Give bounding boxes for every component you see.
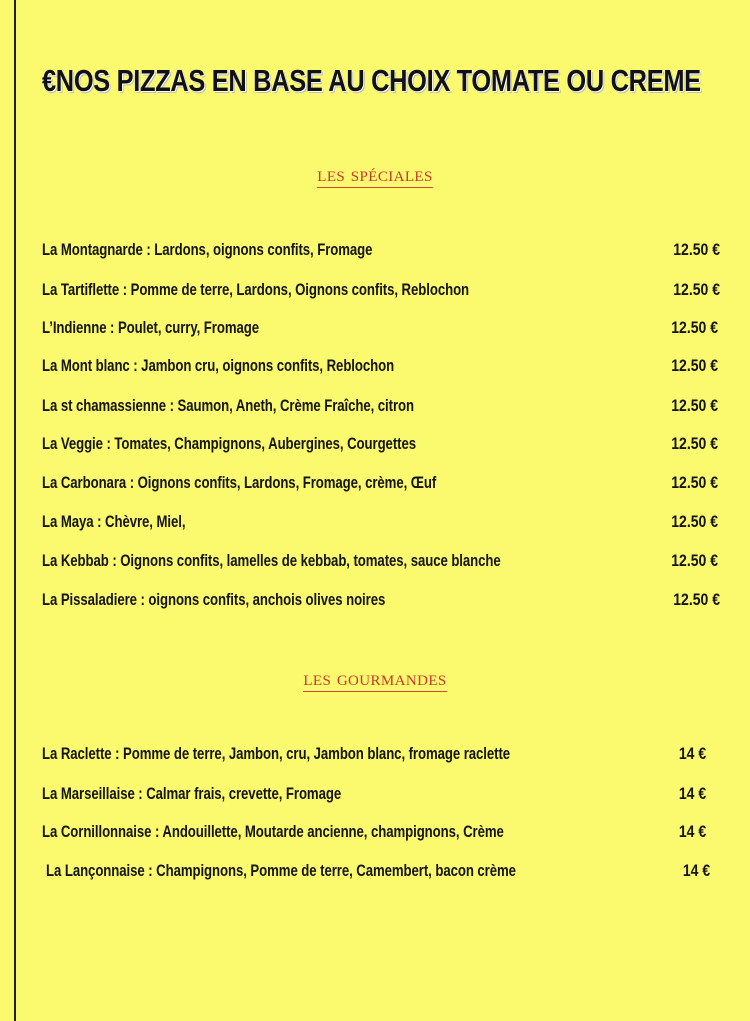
menu-item-price: 12.50 € [671,435,718,453]
menu-item-name: La Carbonara : Oignons confits, Lardons, Fromage, crème, Œuf [42,474,437,492]
menu-item-name: La Pissaladiere : oignons confits, anchois olives noires [42,591,386,609]
menu-item-price: 14 € [678,745,706,763]
menu-item-name: La Lançonnaise : Champignons, Pomme de terre, Camembert, bacon crème [46,862,516,880]
menu-item-price: 12.50 € [671,319,718,337]
menu-item-marseillaise [42,781,706,807]
menu-item-price: 12.50 € [671,513,718,531]
menu-item-raclette [42,741,706,767]
menu-item-name: La Veggie : Tomates, Champignons, Aubergines, Courgettes [42,435,416,453]
menu-item-cornillonnaise [42,819,706,845]
menu-item-price: 12.50 € [673,241,720,259]
section-title-speciales [0,162,750,186]
menu-item-price: 12.50 € [671,552,718,570]
menu-item-maya [42,509,718,535]
menu-item-indienne [42,315,718,341]
menu-item-price: 14 € [682,862,710,880]
menu-item-name: La Tartiflette : Pomme de terre, Lardons, Oignons confits, Reblochon [42,281,470,299]
menu-item-name: La Raclette : Pomme de terre, Jambon, cru, Jambon blanc, fromage raclette [42,745,511,763]
menu-item-name: La st chamassienne : Saumon, Aneth, Crème Fraîche, citron [42,397,414,415]
section-title-gourmandes [0,666,750,690]
menu-item-st-chamassienne [42,393,718,419]
menu-item-tartiflette [42,277,720,303]
menu-item-mont-blanc [42,353,718,379]
menu-item-price: 12.50 € [673,591,720,609]
menu-item-price: 12.50 € [673,281,720,299]
menu-item-name: La Mont blanc : Jambon cru, oignons confits, Reblochon [42,357,395,375]
menu-item-price: 14 € [678,785,706,803]
menu-item-price: 12.50 € [671,357,718,375]
menu-item-carbonara [42,470,718,496]
page-left-border [14,0,16,1021]
menu-item-name: La Maya : Chèvre, Miel, [42,513,186,531]
menu-item-price: 14 € [678,823,706,841]
menu-item-name: L’Indienne : Poulet, curry, Fromage [42,319,259,337]
section-title-gourmandes-text: les gourmandes [303,666,447,690]
section-title-speciales-text: les spéciales [317,162,433,186]
menu-title: €NOS PIZZAS EN BASE AU CHOIX TOMATE OU CREME [42,63,701,98]
menu-item-veggie [42,431,718,457]
menu-item-kebbab [42,548,718,574]
menu-item-pissaladiere [42,587,720,613]
menu-item-montagnarde [42,237,720,263]
menu-item-name: La Cornillonnaise : Andouillette, Moutarde ancienne, champignons, Crème [42,823,504,841]
menu-item-name: La Kebbab : Oignons confits, lamelles de kebbab, tomates, sauce blanche [42,552,501,570]
menu-item-lanconnaise [46,858,710,884]
menu-item-price: 12.50 € [671,474,718,492]
menu-item-name: La Marseillaise : Calmar frais, crevette, Fromage [42,785,342,803]
menu-item-name: La Montagnarde : Lardons, oignons confits, Fromage [42,241,373,259]
menu-item-price: 12.50 € [671,397,718,415]
